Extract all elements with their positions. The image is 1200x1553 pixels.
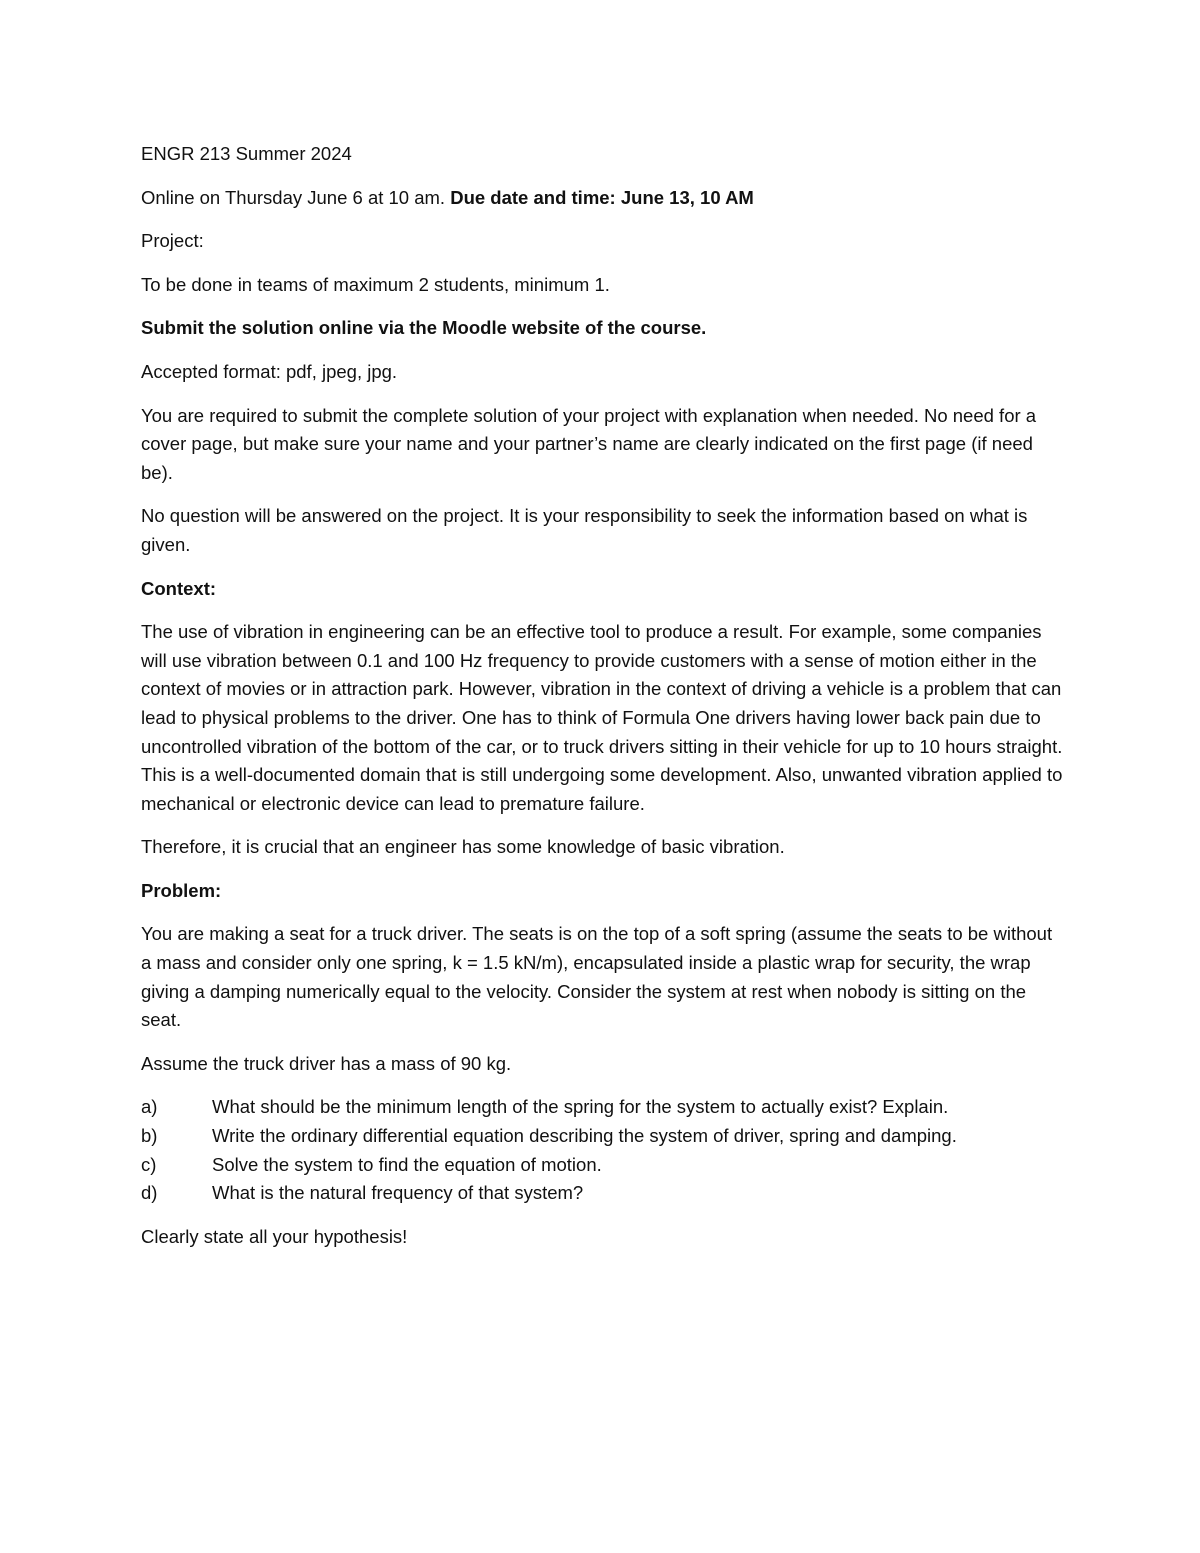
therefore-paragraph: Therefore, it is crucial that an engineer has some knowledge of basic vibration. bbox=[141, 836, 785, 858]
context-paragraph: The use of vibration in engineering can be an effective tool to produce a result. For example, some companies will use vibration between 0.1 and 100 Hz frequency to provide customers with a sense of motion either in the context of movies or in attraction park. However, vibration in the context of driving a vehicle is a problem that can lead to physical problems to the driver. One has to think of Formula One drivers having lower back pain due to uncontrolled vibration of the bottom of the car, or to truck drivers sitting in their vehicle for up to 10 hours straight. This is a well-documented domain that is still undergoing some development. Also, unwanted vibration applied to mechanical or electronic device can lead to premature failure. bbox=[141, 621, 1063, 814]
question-text: What is the natural frequency of that system? bbox=[212, 1182, 584, 1204]
context-heading: Context: bbox=[141, 577, 217, 599]
online-date-text: Online on Thursday June 6 at 10 am. bbox=[141, 186, 451, 208]
question-marker: d) bbox=[141, 1182, 158, 1204]
schedule-line bbox=[141, 184, 1066, 213]
question-text: Solve the system to find the equation of motion. bbox=[212, 1153, 602, 1175]
question-marker: a) bbox=[141, 1096, 158, 1118]
no-question-paragraph: No question will be answered on the project. It is your responsibility to seek the information based on what is given. bbox=[141, 505, 1028, 555]
question-text: Write the ordinary differential equation describing the system of driver, spring and damping. bbox=[212, 1125, 957, 1147]
question-item bbox=[141, 1122, 1066, 1151]
due-date-text: Due date and time: June 13, 10 AM bbox=[450, 186, 754, 208]
submit-instructions: Submit the solution online via the Moodle website of the course. bbox=[141, 317, 707, 339]
project-heading: Project: bbox=[141, 230, 204, 252]
question-marker: c) bbox=[141, 1153, 157, 1175]
teams-text: To be done in teams of maximum 2 students, minimum 1. bbox=[141, 273, 610, 295]
requirements-paragraph: You are required to submit the complete solution of your project with explanation when needed. No need for a cover page, but make sure your name and your partner’s name are clearly indicated on the first page (if need be). bbox=[141, 404, 1037, 483]
question-item bbox=[141, 1179, 1066, 1208]
question-marker: b) bbox=[141, 1125, 158, 1147]
question-item bbox=[141, 1151, 1066, 1180]
accepted-format: Accepted format: pdf, jpeg, jpg. bbox=[141, 360, 398, 382]
document-page bbox=[141, 140, 1066, 1266]
problem-paragraph: You are making a seat for a truck driver. The seats is on the top of a soft spring (assume the seats to be without a mass and consider only one spring, k = 1.5 kN/m), encapsulated inside a plastic wrap for security, the wrap giving a damping numerically equal to the velocity. Consider the system at rest when nobody is sitting on the seat. bbox=[141, 923, 1053, 1031]
problem-heading: Problem: bbox=[141, 879, 222, 901]
course-title: ENGR 213 Summer 2024 bbox=[141, 143, 352, 164]
question-item bbox=[141, 1093, 1066, 1122]
question-text: What should be the minimum length of the spring for the system to actually exist? Explain. bbox=[212, 1096, 949, 1118]
question-list bbox=[141, 1093, 1066, 1207]
closing-note: Clearly state all your hypothesis! bbox=[141, 1225, 408, 1247]
assumption-paragraph: Assume the truck driver has a mass of 90 kg. bbox=[141, 1052, 512, 1074]
